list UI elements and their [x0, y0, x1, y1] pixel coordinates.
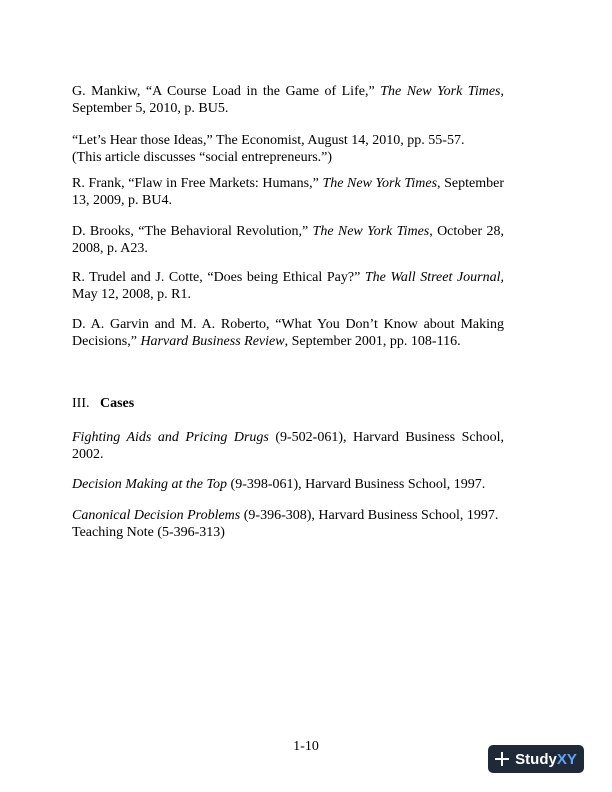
- reference-garvin: [72, 317, 504, 350]
- case-title: Canonical Decision Problems: [72, 508, 241, 523]
- reference-text: , October 28, 2008, p. A23.: [72, 224, 504, 256]
- case-details: (9-398-061), Harvard Business School, 1997.: [227, 477, 486, 492]
- reference-economist: [72, 133, 504, 166]
- reference-trudel: [72, 270, 504, 303]
- reference-text: , September 13, 2009, p. BU4.: [72, 176, 504, 208]
- reference-frank: [72, 176, 504, 209]
- case-decision-making: [72, 477, 504, 494]
- reference-text: May 12, 2008, p. R1.: [72, 286, 191, 302]
- reference-text: R. Frank, “Flaw in Free Markets: Humans,”: [72, 176, 323, 191]
- badge-brand: [515, 751, 577, 768]
- case-fighting-aids: [72, 430, 504, 463]
- section-number: III.: [72, 396, 90, 411]
- case-canonical: [72, 508, 504, 541]
- reference-text: D. A. Garvin and M. A. Roberto, “What You Don’t Know about Making Decisions,”: [72, 317, 504, 349]
- badge-brand-accent: XY: [556, 750, 577, 768]
- reference-text: , September 5, 2010, p. BU5.: [72, 84, 504, 116]
- reference-source: The New York Times: [322, 176, 438, 191]
- reference-source: Harvard Business Review: [140, 333, 285, 349]
- reference-mankiw: [72, 84, 504, 117]
- section-heading: [72, 396, 134, 413]
- reference-source: The New York Times: [312, 224, 430, 239]
- reference-text: , September 2001, pp. 108-116.: [284, 333, 461, 349]
- reference-text: D. Brooks, “The Behavioral Revolution,”: [72, 224, 313, 239]
- badge-brand-main: Study: [515, 750, 557, 768]
- reference-source: The New York Times: [380, 84, 501, 99]
- page-number: 1-10: [293, 739, 319, 754]
- case-title: Decision Making at the Top: [72, 477, 228, 492]
- case-details: (9-396-308), Harvard Business School, 1997.: [240, 508, 499, 523]
- reference-text: R. Trudel and J. Cotte, “Does being Ethical Pay?”: [72, 270, 365, 285]
- reference-text: “Let’s Hear those Ideas,” The Economist, August 14, 2010, pp. 55-57.: [72, 133, 465, 148]
- case-details: (9-502-061), Harvard Business School, 2002.: [72, 430, 505, 462]
- case-title: Fighting Aids and Pricing Drugs: [72, 430, 269, 445]
- case-teaching-note: Teaching Note (5-396-313): [72, 524, 225, 540]
- studyxy-badge[interactable]: [488, 745, 584, 773]
- reference-note: (This article discusses “social entrepreneurs.”): [72, 149, 333, 165]
- reference-text: G. Mankiw, “A Course Load in the Game of Life,”: [72, 84, 381, 99]
- reference-source: The Wall Street Journal,: [364, 270, 505, 285]
- plus-icon: [495, 752, 509, 766]
- section-title: Cases: [100, 396, 135, 411]
- reference-brooks: [72, 224, 504, 257]
